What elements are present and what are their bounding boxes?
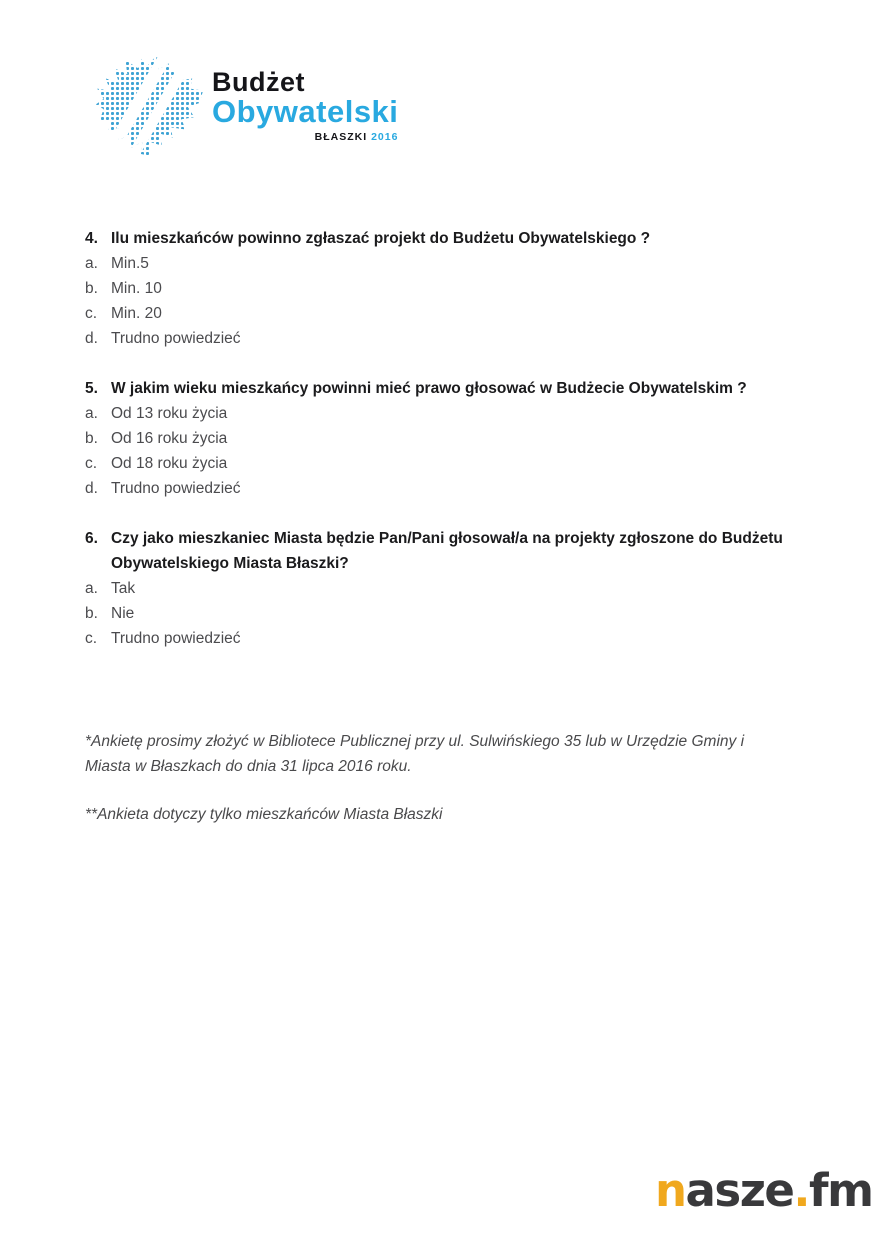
budzet-obywatelski-logo bbox=[95, 56, 398, 158]
option-text: Nie bbox=[111, 605, 135, 622]
logo-subtitle-city: BŁASZKI bbox=[314, 130, 368, 143]
option-row bbox=[85, 251, 791, 276]
option-row bbox=[85, 326, 791, 351]
question-number: 4. bbox=[85, 230, 98, 247]
question-block-4 bbox=[85, 226, 791, 351]
option-text: Od 18 roku życia bbox=[111, 455, 228, 472]
option-letter: b. bbox=[85, 605, 98, 622]
question-heading bbox=[85, 226, 791, 251]
question-number: 5. bbox=[85, 380, 98, 397]
option-letter: c. bbox=[85, 630, 98, 647]
option-letter: b. bbox=[85, 430, 98, 447]
naszefm-logo-dot: . bbox=[793, 1164, 810, 1217]
option-row bbox=[85, 576, 791, 601]
option-text: Trudno powiedzieć bbox=[111, 480, 241, 497]
naszefm-logo-fm: fm bbox=[809, 1164, 873, 1217]
option-row bbox=[85, 626, 791, 651]
option-text: Trudno powiedzieć bbox=[111, 630, 241, 647]
logo-subtitle bbox=[212, 131, 398, 143]
logo-text-block bbox=[212, 56, 398, 143]
option-letter: a. bbox=[85, 580, 98, 597]
question-block-6 bbox=[85, 526, 791, 651]
option-letter: a. bbox=[85, 405, 98, 422]
question-heading bbox=[85, 526, 791, 576]
naszefm-logo-n: n bbox=[655, 1164, 686, 1217]
logo-title-budzet: Budżet bbox=[212, 67, 305, 97]
blaszki-dotted-map-icon bbox=[95, 56, 203, 158]
question-text: Ilu mieszkańców powinno zgłaszać projekt do Budżetu Obywatelskiego ? bbox=[111, 230, 651, 247]
option-row bbox=[85, 476, 791, 501]
option-text: Od 16 roku życia bbox=[111, 430, 228, 447]
option-row bbox=[85, 401, 791, 426]
naszefm-logo-asze: asze bbox=[685, 1164, 794, 1217]
footnote-eligibility-info: **Ankieta dotyczy tylko mieszkańców Miasta Błaszki bbox=[85, 806, 443, 823]
option-row bbox=[85, 426, 791, 451]
question-heading bbox=[85, 376, 791, 401]
option-text: Od 13 roku życia bbox=[111, 405, 228, 422]
question-number: 6. bbox=[85, 530, 98, 547]
option-row bbox=[85, 301, 791, 326]
question-block-5 bbox=[85, 376, 791, 501]
option-letter: a. bbox=[85, 255, 98, 272]
survey-questions bbox=[85, 226, 791, 676]
option-text: Min.5 bbox=[111, 255, 149, 272]
option-text: Trudno powiedzieć bbox=[111, 330, 241, 347]
option-letter: d. bbox=[85, 330, 98, 347]
option-row bbox=[85, 601, 791, 626]
option-row bbox=[85, 451, 791, 476]
naszefm-logo bbox=[655, 1166, 873, 1216]
option-letter: c. bbox=[85, 455, 98, 472]
logo-title-obywatelski: Obywatelski bbox=[212, 94, 399, 130]
question-text: W jakim wieku mieszkańcy powinni mieć prawo głosować w Budżecie Obywatelskim ? bbox=[111, 380, 747, 397]
option-letter: c. bbox=[85, 305, 98, 322]
question-text: Czy jako mieszkaniec Miasta będzie Pan/Pani głosował/a na projekty zgłoszone do Budżetu Obywatelskiego Miasta Błaszki? bbox=[111, 530, 783, 572]
option-text: Min. 20 bbox=[111, 305, 162, 322]
option-text: Tak bbox=[111, 580, 136, 597]
option-letter: d. bbox=[85, 480, 98, 497]
logo-subtitle-year: 2016 bbox=[371, 130, 399, 143]
option-text: Min. 10 bbox=[111, 280, 162, 297]
option-letter: b. bbox=[85, 280, 98, 297]
footnote-submission-info: *Ankietę prosimy złożyć w Bibliotece Publicznej przy ul. Sulwińskiego 35 lub w Urzędzie Gminy i Miasta w Błaszkach do dnia 31 lipca 2016 roku. bbox=[85, 733, 745, 775]
option-row bbox=[85, 276, 791, 301]
footnotes bbox=[85, 729, 785, 827]
